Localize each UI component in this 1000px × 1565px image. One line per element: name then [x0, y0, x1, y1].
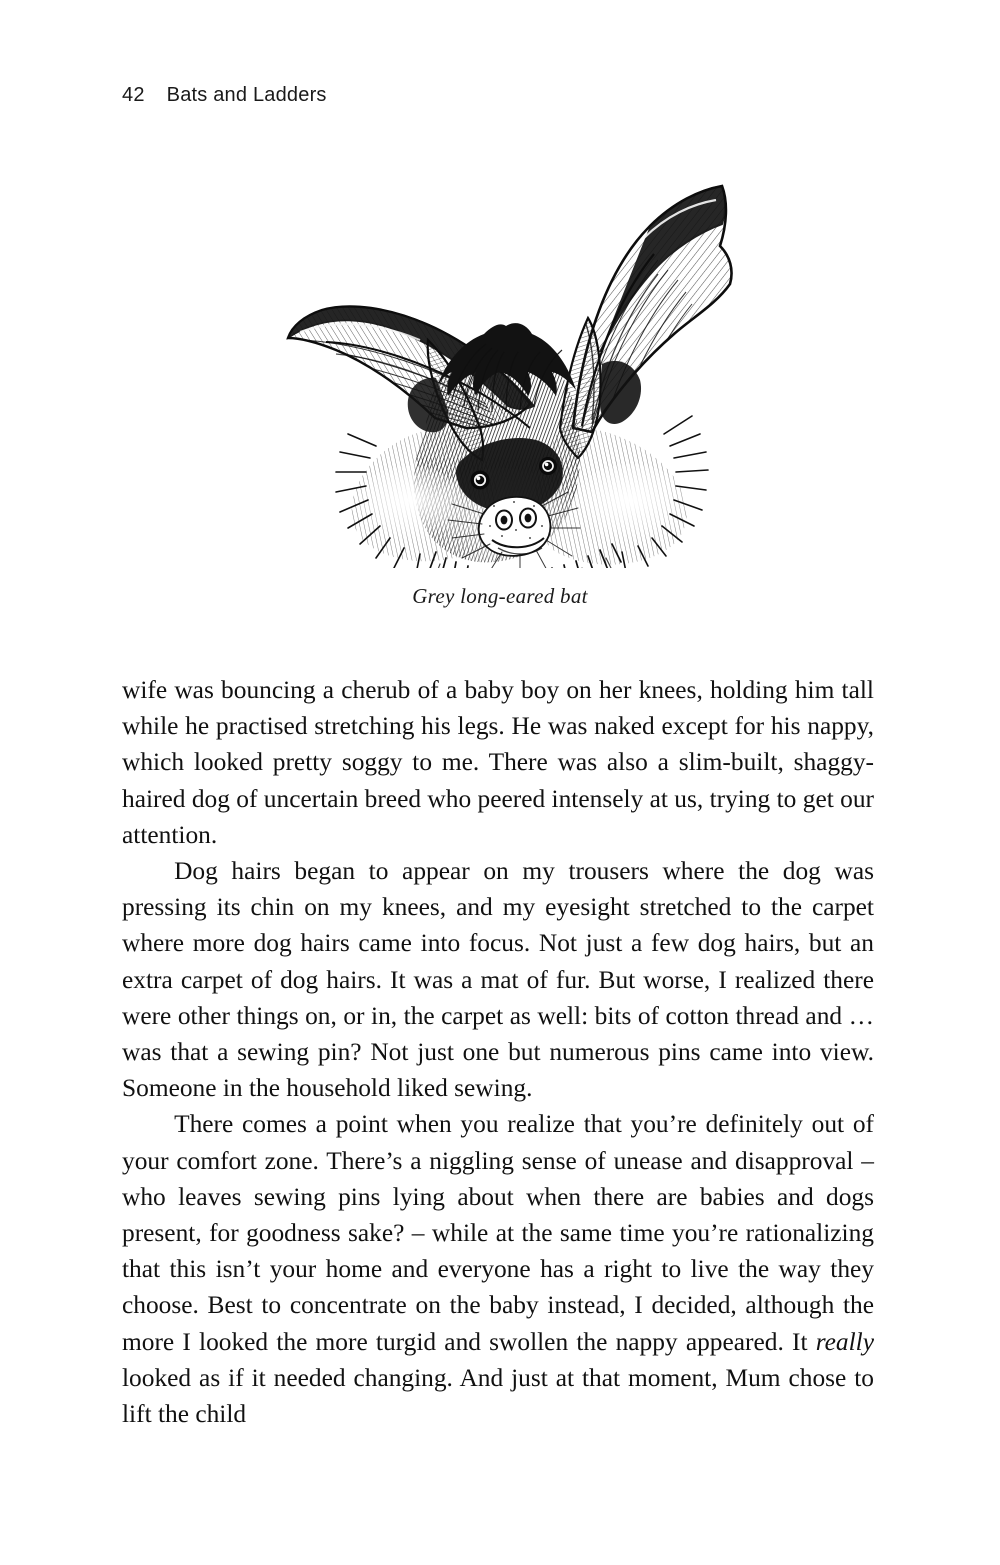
paragraph-text: wife was bouncing a cherub of a baby boy on her knees, holding him tall while he practised stretching his legs. He was naked except for his nappy, which looked pretty soggy to me. There was also a slim-built, shaggy-haired dog of uncertain breed who peered intensely at us, trying to get our attention. — [122, 676, 874, 849]
body-text — [122, 672, 874, 1432]
body-paragraph — [122, 853, 874, 1106]
body-paragraph — [122, 672, 874, 853]
bat-illustration — [230, 128, 770, 568]
figure-caption: Grey long-eared bat — [412, 584, 588, 608]
page-number: 42 — [122, 84, 145, 106]
running-head — [122, 84, 327, 107]
emphasized-text: really — [815, 1327, 874, 1356]
bat-eye-left — [471, 471, 490, 490]
paragraph-text: Dog hairs began to appear on my trousers where the dog was pressing its chin on my knees, and my eyesight stretched to the carpet where more dog hairs came into focus. Not just a few dog hairs, but an extra carpet of dog hairs. It was a mat of fur. But worse, I realized there were other things on, or in, the carpet as well: bits of cotton thread and … was that a sewing pin? Not just one but numerous pins came into view. Someone in the household liked sewing. — [122, 857, 874, 1103]
running-title: Bats and Ladders — [166, 84, 327, 106]
paragraph-text: looked as if it needed changing. And just at that moment, Mum chose to lift the child — [122, 1363, 874, 1429]
bat-eye-right — [539, 457, 557, 475]
figure — [0, 128, 1000, 609]
paragraph-text: There comes a point when you realize that you’re definitely out of your comfort zone. There’s a niggling sense of unease and disapproval – who leaves sewing pins lying about when there are babies and dogs present, for goodness sake? – while at the same time you’re rationalizing that this isn’t your home and everyone has a right to live the way they choose. Best to concentrate on the baby instead, I decided, although the more I looked the more turgid and swollen the nappy appeared. It — [122, 1110, 874, 1356]
body-paragraph — [122, 1106, 874, 1432]
